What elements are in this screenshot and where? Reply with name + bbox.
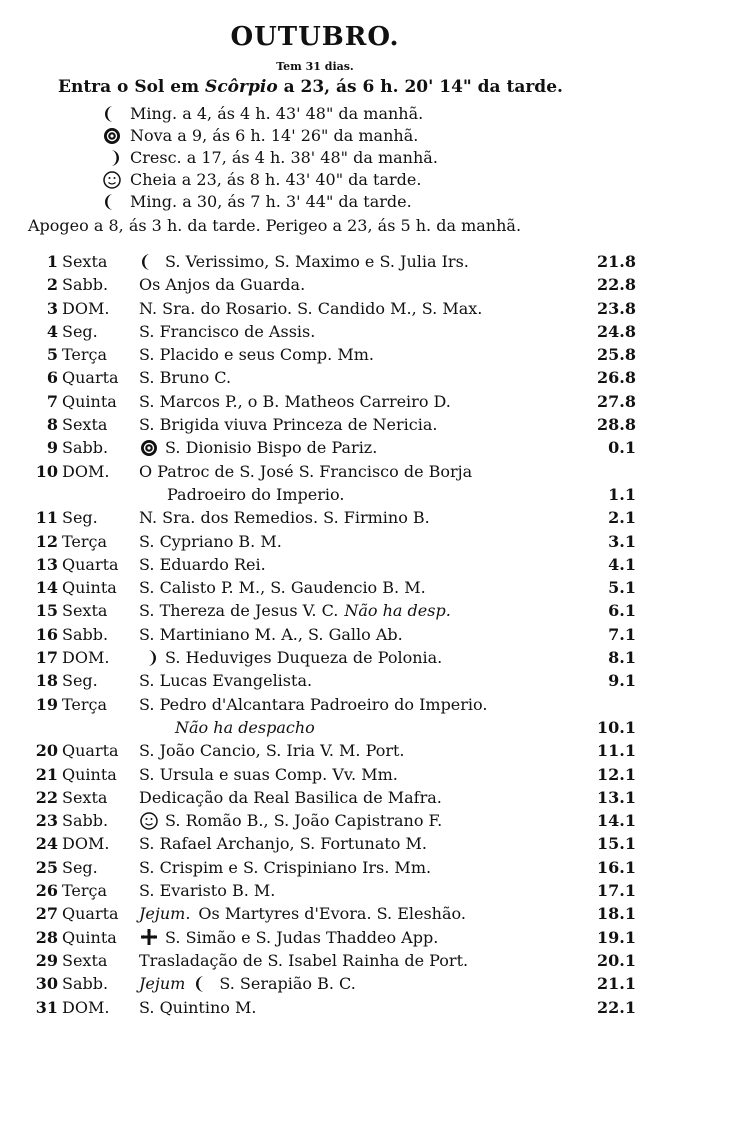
day-row: [28, 693, 718, 740]
epact-value: 27.8: [597, 391, 636, 411]
weekday: Terça: [62, 694, 108, 714]
epact-value: 14.1: [597, 811, 636, 831]
moon-phase-text: Cresc. a 17, ás 4 h. 38' 48" da manhã.: [130, 148, 438, 167]
saint-text: S. Lucas Evangelista.: [139, 671, 313, 691]
weekday: DOM.: [62, 648, 110, 668]
day-row: [28, 832, 718, 855]
day-row: [28, 436, 718, 459]
saint-text-continued: Padroeiro do Imperio.: [167, 484, 345, 504]
epact-value: 24.8: [597, 321, 636, 341]
day-entry: [139, 856, 431, 879]
dispatch-note: Não ha despacho: [175, 717, 315, 737]
day-entry: [139, 413, 438, 436]
day-row: [28, 996, 718, 1019]
day-number: 23: [35, 811, 58, 831]
day-entry: [139, 530, 282, 553]
weekday: Terça: [62, 345, 108, 365]
day-row: [28, 856, 718, 879]
saint-text: S. Ursula e suas Comp. Vv. Mm.: [139, 764, 398, 784]
day-row: [28, 343, 718, 366]
day-number: 20: [35, 741, 58, 761]
weekday: Sexta: [62, 252, 108, 271]
day-entry: [139, 669, 312, 692]
fast-note: Jejum.: [139, 904, 191, 924]
day-number: 25: [35, 857, 58, 877]
epact-value: 18.1: [597, 904, 636, 924]
day-entry: [139, 320, 315, 343]
day-row: [28, 763, 718, 786]
saint-text: S. Crispim e S. Crispiniano Irs. Mm.: [139, 857, 432, 877]
page-title: OUTUBRO.: [230, 22, 400, 52]
day-number: 8: [46, 415, 58, 435]
epact-value: 17.1: [597, 881, 636, 901]
day-row: [28, 949, 718, 972]
day-row: [28, 902, 718, 925]
new-moon-icon: [102, 125, 130, 147]
moon-phase-row: [102, 169, 438, 191]
weekday: Quinta: [62, 391, 117, 411]
day-row: [28, 460, 718, 507]
day-number: 29: [35, 950, 58, 970]
sun-entry-line: [58, 77, 563, 97]
moon-phase-row: [102, 103, 438, 125]
epact-value: 28.8: [597, 415, 636, 435]
saint-text: S. Cypriano B. M.: [139, 531, 282, 551]
epact-value: 26.8: [597, 368, 636, 388]
saint-text: Os Martyres d'Evora. S. Eleshão.: [198, 904, 466, 924]
day-number: 12: [35, 531, 58, 551]
weekday: Sabb.: [62, 438, 109, 458]
epact-value: 20.1: [597, 950, 636, 970]
weekday: DOM.: [62, 461, 110, 481]
weekday: Quinta: [62, 764, 117, 784]
day-number: 7: [46, 391, 58, 411]
weekday: Sabb.: [62, 624, 109, 644]
weekday: Seg.: [62, 857, 98, 877]
epact-value: 13.1: [597, 787, 636, 807]
first-quarter-moon-icon: [139, 648, 159, 668]
day-row: [28, 646, 718, 669]
day-row: [28, 390, 718, 413]
fast-note: Jejum: [139, 974, 186, 994]
days-count: Tem 31 dias.: [276, 60, 354, 73]
moon-phase-text: Nova a 9, ás 6 h. 14' 26" da manhã.: [130, 126, 419, 145]
saint-text: S. Dionisio Bispo de Pariz.: [165, 438, 378, 458]
day-entry: [139, 972, 356, 995]
day-number: 14: [35, 578, 58, 598]
saint-text: S. Brigida viuva Princeza de Nericia.: [139, 415, 438, 435]
day-row: [28, 879, 718, 902]
saint-text: S. Placido e seus Comp. Mm.: [139, 345, 374, 365]
weekday: Sexta: [62, 415, 108, 435]
day-entry: [139, 599, 451, 622]
epact-value: 1.1: [608, 484, 636, 504]
day-row: [28, 297, 718, 320]
day-row: [28, 739, 718, 762]
saint-text: Trasladação de S. Isabel Rainha de Port.: [139, 950, 469, 970]
day-number: 30: [35, 974, 58, 994]
weekday: DOM.: [62, 834, 110, 854]
day-entry: [139, 902, 466, 925]
day-number: 28: [35, 927, 58, 947]
weekday: Sabb.: [62, 275, 109, 295]
epact-value: 21.8: [597, 252, 636, 271]
last-quarter-moon-icon: [102, 103, 130, 125]
day-entry: [139, 297, 482, 320]
epact-value: 0.1: [608, 438, 636, 458]
epact-value: 7.1: [608, 624, 636, 644]
day-row: [28, 413, 718, 436]
saint-text: N. Sra. do Rosario. S. Candido M., S. Max.: [139, 298, 483, 318]
first-quarter-moon-icon: [102, 147, 130, 169]
day-entry: [139, 460, 473, 504]
epact-value: 11.1: [597, 741, 636, 761]
saint-text: S. Thereza de Jesus V. C.: [139, 601, 339, 621]
day-number: 13: [35, 554, 58, 574]
weekday: Terça: [62, 881, 108, 901]
saint-text: S. Verissimo, S. Maximo e S. Julia Irs.: [165, 252, 469, 271]
day-row: [28, 553, 718, 576]
epact-value: 10.1: [597, 717, 636, 737]
day-entry: [139, 390, 451, 413]
weekday: Quarta: [62, 368, 119, 388]
last-quarter-moon-icon: [139, 252, 159, 272]
saint-text: S. João Cancio, S. Iria V. M. Port.: [139, 741, 405, 761]
day-entry: [139, 576, 426, 599]
moon-phase-text: Ming. a 4, ás 4 h. 43' 48" da manhã.: [130, 104, 424, 123]
day-row: [28, 273, 718, 296]
last-quarter-moon-icon: [102, 191, 130, 213]
moon-phase-row: [102, 125, 438, 147]
moon-phase-text: Ming. a 30, ás 7 h. 3' 44" da tarde.: [130, 192, 412, 211]
day-entry: [139, 926, 438, 949]
moon-phase-text: Cheia a 23, ás 8 h. 43' 40" da tarde.: [130, 170, 422, 189]
day-entry: [139, 506, 430, 529]
last-quarter-moon-icon: [193, 974, 213, 994]
epact-value: 16.1: [597, 857, 636, 877]
epact-value: 23.8: [597, 298, 636, 318]
full-moon-icon: [102, 169, 130, 191]
day-entry: [139, 250, 469, 273]
saint-text: S. Simão e S. Judas Thaddeo App.: [165, 927, 439, 947]
day-number: 6: [46, 368, 58, 388]
epact-value: 8.1: [608, 648, 636, 668]
saint-text: S. Evaristo B. M.: [139, 881, 276, 901]
day-row: [28, 506, 718, 529]
day-entry: [139, 809, 442, 832]
day-row: [28, 809, 718, 832]
day-entry: [139, 623, 403, 646]
epact-value: 19.1: [597, 927, 636, 947]
day-entry: [139, 273, 305, 296]
weekday: Quinta: [62, 927, 117, 947]
epact-value: 15.1: [597, 834, 636, 854]
dispatch-note: Não ha desp.: [344, 601, 451, 621]
saint-text: S. Eduardo Rei.: [139, 554, 266, 574]
epact-value: 25.8: [597, 345, 636, 365]
day-row: [28, 669, 718, 692]
saint-text: S. Quintino M.: [139, 997, 257, 1017]
day-entry: [139, 879, 275, 902]
sun-entry-time: a 23, ás 6 h. 20' 14" da tarde.: [283, 77, 563, 97]
moon-phases-list: [102, 103, 438, 213]
epact-value: 4.1: [608, 554, 636, 574]
weekday: Sabb.: [62, 811, 109, 831]
weekday: Seg.: [62, 671, 98, 691]
day-number: 21: [35, 764, 58, 784]
day-row: [28, 972, 718, 995]
saint-text: S. Bruno C.: [139, 368, 232, 388]
epact-value: 5.1: [608, 578, 636, 598]
day-number: 31: [35, 997, 58, 1017]
day-number: 17: [35, 648, 58, 668]
weekday: Quinta: [62, 578, 117, 598]
saint-text: S. Serapião B. C.: [219, 974, 356, 994]
day-number: 1: [46, 252, 58, 271]
day-number: 18: [35, 671, 58, 691]
day-row: [28, 926, 718, 949]
epact-value: 12.1: [597, 764, 636, 784]
saint-text: S. Marcos P., o B. Matheos Carreiro D.: [139, 391, 451, 411]
epact-value: 21.1: [597, 974, 636, 994]
day-number: 2: [46, 275, 58, 295]
day-number: 3: [46, 298, 58, 318]
day-number: 24: [35, 834, 58, 854]
day-row: [28, 366, 718, 389]
epact-value: 22.1: [597, 997, 636, 1017]
day-row: [28, 250, 718, 273]
weekday: Seg.: [62, 321, 98, 341]
moon-phase-row: [102, 147, 438, 169]
weekday: DOM.: [62, 997, 110, 1017]
day-entry: [139, 949, 468, 972]
apogee-perigee-line: Apogeo a 8, ás 3 h. da tarde. Perigeo a 23, ás 5 h. da manhã.: [28, 216, 522, 235]
day-row: [28, 599, 718, 622]
cross-icon: [139, 927, 159, 947]
day-entry: [139, 693, 488, 737]
day-number: 10: [35, 461, 58, 481]
day-entry: [139, 646, 442, 669]
weekday: Quarta: [62, 741, 119, 761]
saint-text: N. Sra. dos Remedios. S. Firmino B.: [139, 508, 430, 528]
day-number: 9: [46, 438, 58, 458]
day-entry: [139, 763, 398, 786]
moon-phase-row: [102, 191, 438, 213]
day-entry: [139, 553, 266, 576]
day-row: [28, 623, 718, 646]
saint-text: S. Rafael Archanjo, S. Fortunato M.: [139, 834, 427, 854]
epact-value: 22.8: [597, 275, 636, 295]
epact-value: 3.1: [608, 531, 636, 551]
day-row: [28, 786, 718, 809]
day-entry: [139, 996, 256, 1019]
weekday: Sexta: [62, 601, 108, 621]
day-row: [28, 530, 718, 553]
day-number: 5: [46, 345, 58, 365]
weekday: Sexta: [62, 950, 108, 970]
day-number: 22: [35, 787, 58, 807]
day-entry: [139, 832, 427, 855]
day-number: 4: [46, 321, 58, 341]
epact-value: 6.1: [608, 601, 636, 621]
saint-text: S. Pedro d'Alcantara Padroeiro do Imperio.: [139, 694, 488, 714]
days-table: [28, 250, 718, 1019]
day-entry: [139, 739, 405, 762]
day-number: 11: [35, 508, 58, 528]
zodiac-sign: Scôrpio: [205, 77, 278, 97]
weekday: Quarta: [62, 554, 119, 574]
sun-entry-label: Entra o Sol em: [58, 77, 200, 97]
saint-text: S. Francisco de Assis.: [139, 321, 316, 341]
weekday: Seg.: [62, 508, 98, 528]
day-entry: [139, 366, 231, 389]
saint-text: Os Anjos da Guarda.: [139, 275, 306, 295]
epact-value: 9.1: [608, 671, 636, 691]
day-entry: [139, 786, 442, 809]
saint-text: S. Romão B., S. João Capistrano F.: [165, 811, 443, 831]
new-moon-icon: [139, 438, 159, 458]
day-number: 15: [35, 601, 58, 621]
day-number: 16: [35, 624, 58, 644]
weekday: Terça: [62, 531, 108, 551]
weekday: Quarta: [62, 904, 119, 924]
saint-text: S. Martiniano M. A., S. Gallo Ab.: [139, 624, 403, 644]
saint-text: Dedicação da Real Basilica de Mafra.: [139, 787, 442, 807]
day-number: 27: [35, 904, 58, 924]
day-entry: [139, 343, 374, 366]
saint-text: S. Calisto P. M., S. Gaudencio B. M.: [139, 578, 426, 598]
day-number: 19: [35, 694, 58, 714]
saint-text: S. Heduviges Duqueza de Polonia.: [165, 648, 443, 668]
day-row: [28, 576, 718, 599]
day-entry: [139, 436, 377, 459]
saint-text: O Patroc de S. José S. Francisco de Borja: [139, 461, 473, 481]
day-number: 26: [35, 881, 58, 901]
day-row: [28, 320, 718, 343]
weekday: Sabb.: [62, 974, 109, 994]
epact-value: 2.1: [608, 508, 636, 528]
weekday: DOM.: [62, 298, 110, 318]
weekday: Sexta: [62, 787, 108, 807]
full-moon-icon: [139, 811, 159, 831]
